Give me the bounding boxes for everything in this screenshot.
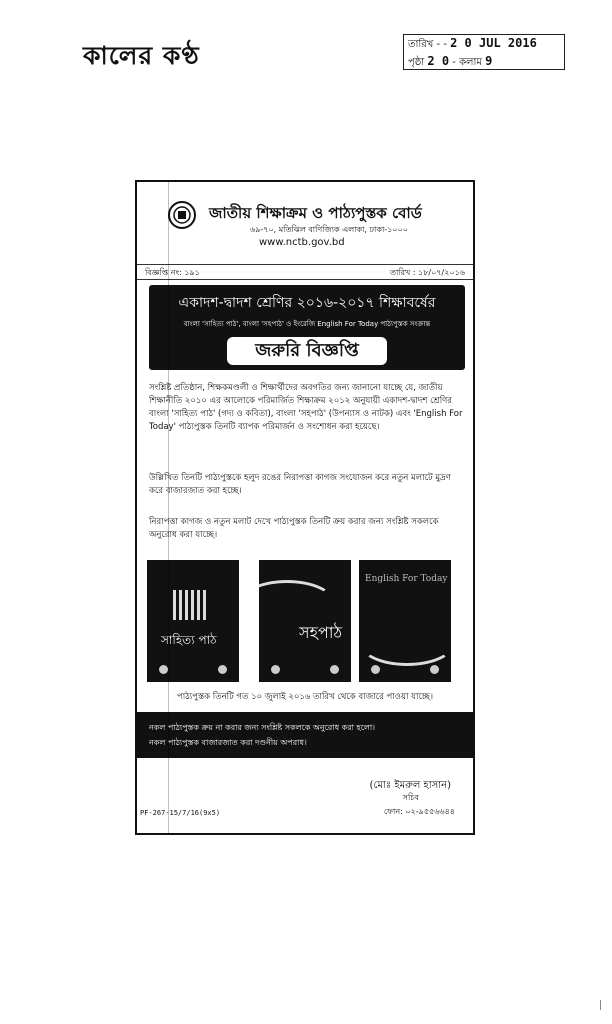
org-name: জাতীয় শিক্ষাক্রম ও পাঠ্যপুস্তক বোর্ড: [209, 204, 422, 222]
stamp-page-label: পৃষ্ঠা: [408, 57, 425, 68]
stamp-page-value: 2 0: [427, 54, 450, 68]
banner-main-heading: জরুরি বিজ্ঞপ্তি: [227, 337, 387, 365]
book-cover-title: সাহিত্য পাঠ: [161, 633, 217, 647]
warning-line-2: নকল পাঠ্যপুস্তক বাজারজাত করা দণ্ডনীয় অপরাধ।: [149, 738, 307, 747]
print-code: PF-267-15/7/16(9x5): [140, 809, 221, 817]
emblem-icon: [159, 665, 168, 674]
book-cover-sahapath: [259, 560, 351, 682]
book-cover-title: English For Today: [365, 574, 448, 584]
banner-subtitle: বাংলা 'সাহিত্য পাঠ', বাংলা 'সহপাঠ' ও ইংরেজি English For Today পাঠ্যপুস্তক সংক্রান্ত: [183, 320, 431, 328]
notice-paragraph-3: নিরাপত্তা কাগজ ও নতুন মলাট দেখে পাঠ্যপুস্তক তিনটি ক্রয় করার জন্য সংশ্লিষ্ট সকলকে অনুরোধ করা যাচ্ছে।: [149, 517, 439, 540]
ad-header: [137, 182, 473, 262]
reference-row: [137, 264, 473, 280]
newspaper-masthead: কালের কণ্ঠ: [83, 41, 200, 70]
stamp-column-label: কলাম: [459, 57, 482, 68]
stamp-page-row: পৃষ্ঠা 2 0 - কলাম 9: [408, 54, 493, 68]
cover-art-bars: [173, 590, 209, 620]
scan-edge-mark: [600, 1000, 607, 1010]
book-cover-english-for-today: [359, 560, 451, 682]
org-website-link[interactable]: www.nctb.gov.bd: [259, 237, 345, 248]
availability-note: পাঠ্যপুস্তক তিনটি গত ১০ জুলাই ২০১৬ তারিখ থেকে বাজারে পাওয়া যাচ্ছে।: [177, 692, 433, 702]
book-cover-title: সহপাঠ: [299, 623, 343, 642]
emblem-icon: [271, 665, 280, 674]
org-address: ৬৯-৭০, মতিঝিল বাণিজ্যিক এলাকা, ঢাকা-১০০০: [250, 225, 408, 234]
nctb-logo-icon: [167, 200, 197, 230]
signatory-phone: ফোন: ০২-৯৫৫৬৬৪৪: [383, 807, 455, 816]
clipping-stamp: [403, 34, 565, 70]
notice-date: তারিখ : ১৮/০৭/২০১৬: [389, 268, 465, 277]
signatory-name: (মোঃ ইমরুল হাসান): [369, 780, 451, 791]
stamp-date-row: তারিখ - - 2 0 JUL 2016: [408, 36, 537, 50]
notice-banner: [149, 285, 465, 370]
notice-paragraph-1: সংশ্লিষ্ট প্রতিষ্ঠান, শিক্ষকমণ্ডলী ও শিক্ষার্থীদের অবগতির জন্য জানানো যাচ্ছে যে, জাতীয় শিক্ষানীতি ২০১০ এর আলোকে পরিমার্জিত শিক্ষাক্রম ২০১২ অনুযায়ী একাদশ-দ্বাদশ শ্রেণির বাংলা 'সাহিত্য পাঠ' (গদ্য ও কবিতা), বাংলা 'সহপাঠ' (উপন্যাস ও নাটক) এবং 'English For Today' পাঠ্যপুস্তক তিনটি ব্যাপক পরিমার্জন ও সংশোধন করা হয়েছে।: [149, 383, 463, 432]
stamp-date-value: 2 0 JUL 2016: [450, 36, 537, 50]
advertisement: [135, 180, 475, 835]
emblem-icon: [430, 665, 439, 674]
stamp-date-label: তারিখ: [408, 39, 434, 50]
warning-line-1: নকল পাঠ্যপুস্তক ক্রয় না করার জন্য সংশ্লিষ্ট সকলকে অনুরোধ করা হলো।: [149, 723, 376, 732]
emblem-icon: [218, 665, 227, 674]
notice-paragraph-2: উল্লিখিত তিনটি পাঠ্যপুস্তকে হলুদ রঙের নিরাপত্তা কাগজ সংযোজন করে নতুন মলাটে মুদ্রণ করে বাজারজাত করা হচ্ছে।: [149, 473, 451, 496]
banner-title: একাদশ-দ্বাদশ শ্রেণির ২০১৬-২০১৭ শিক্ষাবর্ষের: [178, 295, 436, 311]
warning-box: [137, 712, 473, 758]
emblem-icon: [371, 665, 380, 674]
fold-line: [168, 180, 169, 835]
book-cover-sahitya-path: [147, 560, 239, 682]
reference-number: বিজ্ঞপ্তি নং: ১৯১: [145, 268, 200, 277]
signatory-title: সচিব: [402, 793, 419, 802]
emblem-icon: [330, 665, 339, 674]
stamp-column-value: 9: [485, 54, 493, 68]
cover-art-wave: [359, 620, 451, 666]
